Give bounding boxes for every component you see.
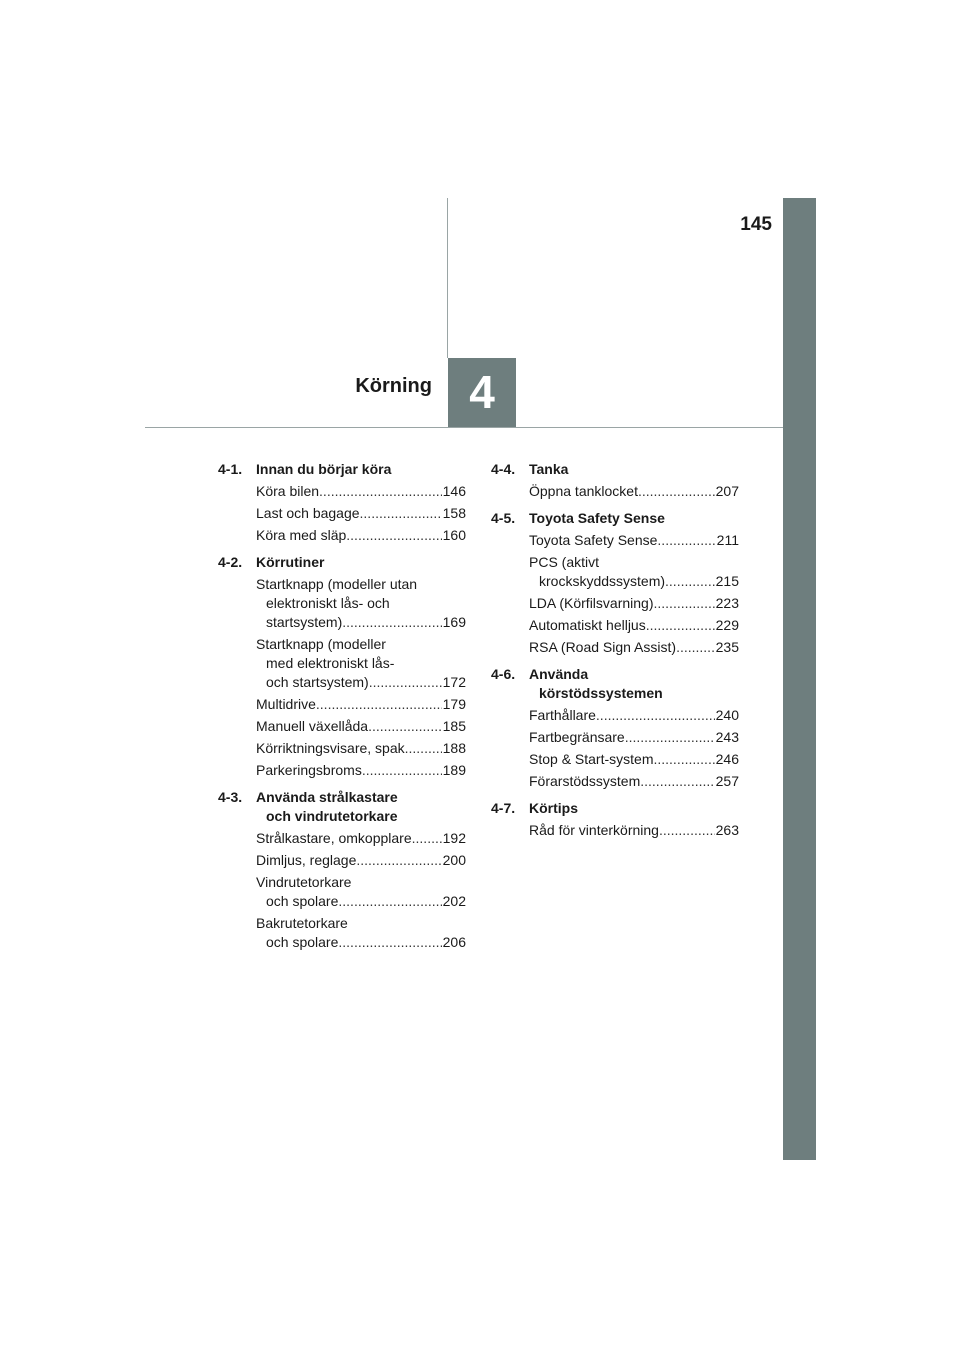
dot-leader [342, 613, 441, 632]
entry-page-number: 223 [715, 595, 739, 611]
toc-entry[interactable] [218, 504, 466, 523]
dot-leader [338, 933, 441, 952]
dot-leader [653, 750, 714, 769]
entry-page-number: 215 [715, 573, 739, 589]
toc-entry-line [529, 750, 739, 769]
toc-entry[interactable] [491, 616, 739, 635]
toc-entry[interactable] [491, 821, 739, 840]
entry-text: elektroniskt lås- och [266, 595, 390, 611]
toc-entry-line [256, 594, 466, 613]
dot-leader [596, 706, 715, 725]
section-title [256, 553, 466, 572]
toc-entry[interactable] [491, 638, 739, 657]
section-title [256, 460, 466, 479]
section-heading [491, 665, 739, 703]
entry-text: Multidrive [256, 696, 316, 712]
entry-page-number: 229 [715, 617, 739, 633]
section-title-line: Använda strålkastare [256, 789, 398, 805]
toc-entry[interactable] [491, 772, 739, 791]
dot-leader [676, 638, 715, 657]
toc-entry-line [529, 772, 739, 791]
toc-entry[interactable] [218, 695, 466, 714]
entry-text: Toyota Safety Sense [529, 532, 658, 548]
entry-page-number: 160 [442, 527, 466, 543]
entry-text: och startsystem) [266, 674, 369, 690]
toc-entry-line [256, 829, 466, 848]
toc-entry-line [256, 933, 466, 952]
entry-text: och spolare [266, 934, 339, 950]
entry-text: PCS (aktivt [529, 554, 600, 570]
chapter-number-box: 4 [448, 358, 516, 427]
toc-entry[interactable] [218, 914, 466, 952]
section-heading [491, 799, 739, 818]
toc-entry[interactable] [491, 482, 739, 501]
dot-leader [356, 851, 441, 870]
toc-entry-line [529, 482, 739, 501]
toc-entry-line [256, 504, 466, 523]
entry-text: Dimljus, reglage [256, 852, 357, 868]
entry-text: RSA (Road Sign Assist) [529, 639, 677, 655]
entry-page-number: 200 [442, 852, 466, 868]
dot-leader [654, 594, 715, 613]
toc-entry-line [529, 728, 739, 747]
toc-entry-line [256, 654, 466, 673]
toc-entry[interactable] [218, 851, 466, 870]
section-title-line: och vindrutetorkare [266, 808, 398, 824]
section-heading [218, 460, 466, 479]
entry-text: krockskyddssystem) [539, 573, 666, 589]
dot-leader [316, 695, 442, 714]
toc-entry-line [256, 914, 466, 933]
entry-text: Startknapp (modeller utan [256, 576, 418, 592]
dot-leader [362, 761, 442, 780]
dot-leader [625, 728, 715, 747]
toc-section [491, 460, 739, 501]
toc-entry[interactable] [491, 750, 739, 769]
toc-entry[interactable] [218, 761, 466, 780]
toc-section [491, 665, 739, 791]
toc-entry-line [256, 761, 466, 780]
entry-text: Fartbegränsare [529, 729, 625, 745]
section-title-line: Använda [529, 666, 589, 682]
dot-leader [646, 616, 715, 635]
toc-entry-line [529, 638, 739, 657]
entry-text: Startknapp (modeller [256, 636, 386, 652]
entry-text: med elektroniskt lås- [266, 655, 395, 671]
entry-page-number: 179 [442, 696, 466, 712]
entry-page-number: 146 [442, 483, 466, 499]
toc-entry-line [256, 613, 466, 632]
entry-text: Stop & Start-system [529, 751, 654, 767]
entry-text: Körriktningsvisare, spak [256, 740, 405, 756]
section-title [256, 788, 466, 826]
chapter-title: Körning [355, 375, 432, 397]
entry-page-number: 207 [715, 483, 739, 499]
section-title-line: Toyota Safety Sense [529, 510, 665, 526]
chapter-side-tab [783, 198, 816, 1160]
dot-leader [338, 892, 441, 911]
section-number: 4-2. [218, 554, 243, 570]
section-heading [218, 788, 466, 826]
entry-text: Vindrutetorkare [256, 874, 352, 890]
section-title [529, 509, 739, 528]
section-title [529, 665, 739, 703]
section-number: 4-3. [218, 789, 243, 805]
toc-entry-line [529, 706, 739, 725]
section-title-line: Innan du börjar köra [256, 461, 392, 477]
toc-entry-line [256, 851, 466, 870]
section-number: 4-4. [491, 461, 516, 477]
toc-entry[interactable] [491, 553, 739, 591]
toc-entry[interactable] [491, 531, 739, 550]
entry-text: Köra med släp [256, 527, 347, 543]
entry-text: startsystem) [266, 614, 343, 630]
toc-entry-line [256, 873, 466, 892]
toc-entry[interactable] [491, 706, 739, 725]
toc-entry-line [256, 717, 466, 736]
entry-page-number: 235 [715, 639, 739, 655]
section-title-line: Körtips [529, 800, 578, 816]
dot-leader [638, 482, 715, 501]
section-number: 4-7. [491, 800, 516, 816]
entry-page-number: 189 [442, 762, 466, 778]
toc-entry[interactable] [218, 717, 466, 736]
toc-entry-line [256, 892, 466, 911]
entry-page-number: 192 [442, 830, 466, 846]
dot-leader [405, 739, 442, 758]
entry-text: Manuell växellåda [256, 718, 369, 734]
entry-page-number: 246 [715, 751, 739, 767]
entry-page-number: 257 [715, 773, 739, 789]
toc-entry[interactable] [218, 526, 466, 545]
dot-leader [319, 482, 442, 501]
entry-text: och spolare [266, 893, 339, 909]
entry-page-number: 243 [715, 729, 739, 745]
entry-page-number: 158 [442, 505, 466, 521]
entry-page-number: 263 [715, 822, 739, 838]
entry-text: Last och bagage [256, 505, 360, 521]
section-heading [491, 509, 739, 528]
page-number: 145 [740, 214, 772, 235]
toc-column-left [218, 460, 466, 960]
entry-text: Förarstödssystem [529, 773, 641, 789]
toc-entry[interactable] [218, 739, 466, 758]
entry-page-number: 202 [442, 893, 466, 909]
section-title-line: körstödssystemen [539, 685, 663, 701]
dot-leader [665, 572, 715, 591]
entry-page-number: 188 [442, 740, 466, 756]
entry-text: Bakrutetorkare [256, 915, 348, 931]
toc-entry[interactable] [218, 482, 466, 501]
toc-entry-line [529, 572, 739, 591]
toc-column-right [491, 460, 739, 848]
toc-entry-line [256, 695, 466, 714]
toc-entry-line [529, 594, 739, 613]
toc-entry-line [529, 553, 739, 572]
entry-page-number: 211 [716, 532, 739, 548]
dot-leader [369, 673, 442, 692]
toc-entry-line [256, 673, 466, 692]
entry-text: Råd för vinterkörning [529, 822, 659, 838]
toc-entry[interactable] [218, 873, 466, 911]
toc-entry[interactable] [491, 594, 739, 613]
entry-page-number: 240 [715, 707, 739, 723]
section-number: 4-6. [491, 666, 516, 682]
dot-leader [640, 772, 714, 791]
toc-entry-line [256, 482, 466, 501]
toc-section [218, 553, 466, 780]
toc-entry-line [256, 575, 466, 594]
toc-entry-line [256, 635, 466, 654]
toc-entry[interactable] [218, 635, 466, 692]
toc-entry-line [529, 821, 739, 840]
toc-section [218, 788, 466, 952]
toc-entry-line [529, 616, 739, 635]
vertical-divider [447, 198, 448, 358]
entry-text: LDA (Körfilsvarning) [529, 595, 654, 611]
dot-leader [659, 821, 715, 840]
entry-text: Strålkastare, omkopplare [256, 830, 412, 846]
dot-leader [412, 829, 442, 848]
toc-entry[interactable] [491, 728, 739, 747]
toc-entry-line [529, 531, 739, 550]
entry-page-number: 172 [442, 674, 466, 690]
section-title [529, 799, 739, 818]
dot-leader [368, 717, 442, 736]
toc-section [218, 460, 466, 545]
entry-text: Öppna tanklocket [529, 483, 638, 499]
section-title-line: Körrutiner [256, 554, 325, 570]
section-title [529, 460, 739, 479]
toc-section [491, 509, 739, 657]
entry-page-number: 206 [442, 934, 466, 950]
entry-text: Automatiskt helljus [529, 617, 646, 633]
toc-entry-line [256, 739, 466, 758]
entry-text: Parkeringsbroms [256, 762, 362, 778]
section-heading [218, 553, 466, 572]
toc-section [491, 799, 739, 840]
entry-page-number: 169 [442, 614, 466, 630]
entry-page-number: 185 [442, 718, 466, 734]
entry-text: Farthållare [529, 707, 596, 723]
toc-entry[interactable] [218, 575, 466, 632]
section-heading [491, 460, 739, 479]
section-number: 4-1. [218, 461, 243, 477]
toc-entry-line [256, 526, 466, 545]
dot-leader [657, 531, 715, 550]
section-number: 4-5. [491, 510, 516, 526]
entry-text: Köra bilen [256, 483, 320, 499]
dot-leader [360, 504, 442, 523]
horizontal-divider [145, 427, 783, 428]
section-title-line: Tanka [529, 461, 569, 477]
toc-entry[interactable] [218, 829, 466, 848]
dot-leader [346, 526, 441, 545]
